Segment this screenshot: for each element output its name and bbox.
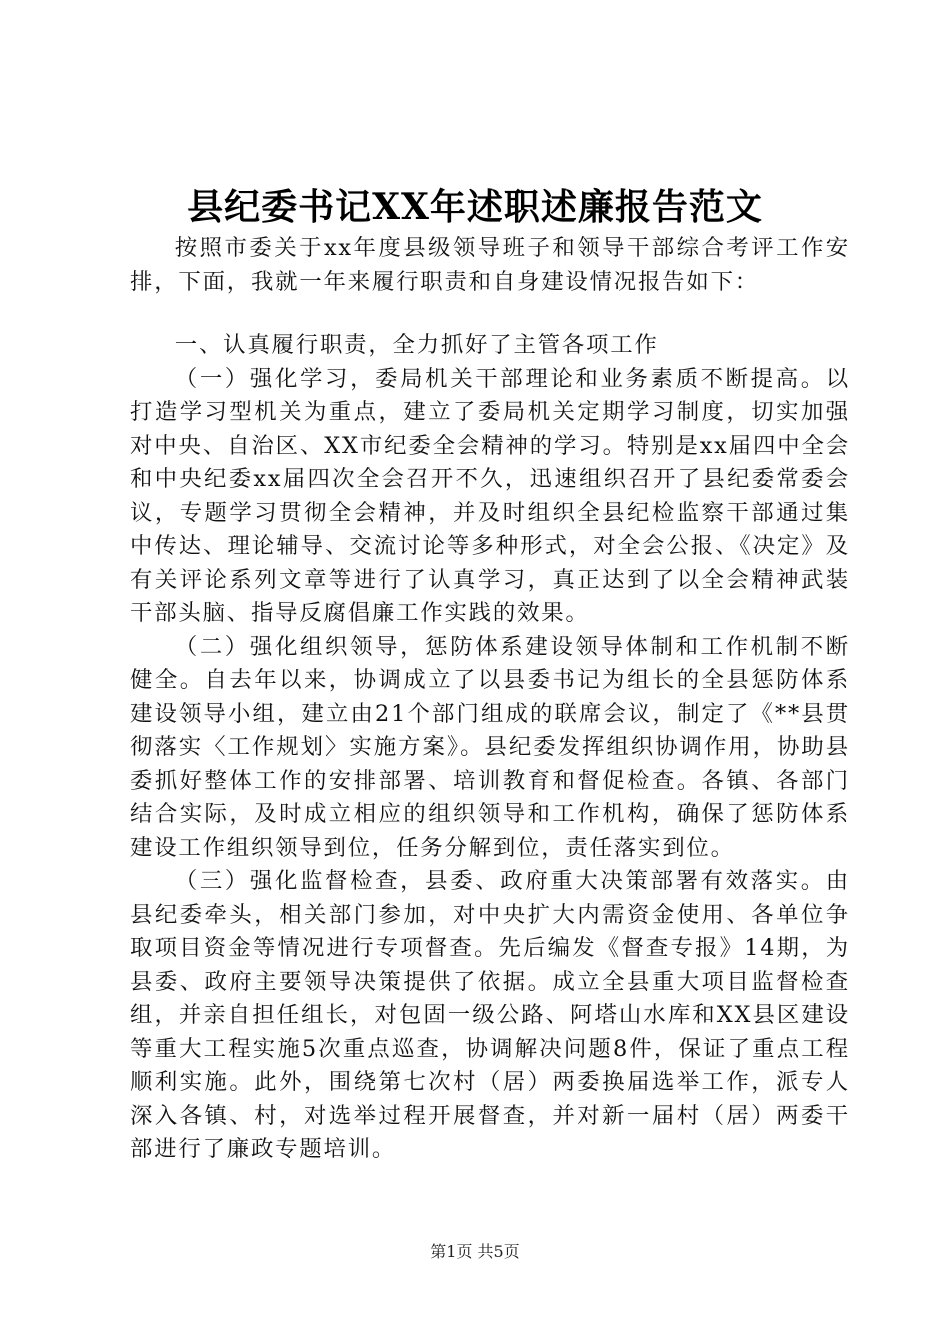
body-paragraph: （三）强化监督检查，县委、政府重大决策部署有效落实。由县纪委牵头，相关部门参加，对中央扩大内需资金使用、各单位争取项目资金等情况进行专项督查。先后编发《督查专报》14期，为县委、政府主要领导决策提供了依据。成立全县重大项目监督检查组，并亲自担任组长，对包固一级公路、阿塔山水库和XX县区建设等重大工程实施5次重点巡查，协调解决问题8件，保证了重点工程顺利实施。此外，围绕第七次村（居）两委换届选举工作，派专人深入各镇、村，对选举过程开展督查，并对新一届村（居）两委干部进行了廉政专题培训。 — [130, 868, 850, 1162]
page-number-footer: 第1页 共5页 — [430, 1242, 520, 1261]
body-paragraph: （一）强化学习，委局机关干部理论和业务素质不断提高。以打造学习型机关为重点，建立了委局机关定期学习制度，切实加强对中央、自治区、XX市纪委全会精神的学习。特别是xx届四中全会和中央纪委xx届四次全会召开不久，迅速组织召开了县纪委常委会议，专题学习贯彻全会精神，并及时组织全县纪检监察干部通过集中传达、理论辅导、交流讨论等多种形式，对全会公报、《决定》及有关评论系列文章等进行了认真学习，真正达到了以全会精神武装干部头脑、指导反腐倡廉工作实践的效果。 — [130, 365, 850, 626]
intro-paragraph: 按照市委关于xx年度县级领导班子和领导干部综合考评工作安排，下面，我就一年来履行职责和自身建设情况报告如下： — [130, 235, 850, 295]
document-body — [130, 232, 850, 1167]
document-title: 县纪委书记XX年述职述廉报告范文 — [187, 186, 763, 228]
section-heading: 一、认真履行职责，全力抓好了主管各项工作 — [174, 332, 659, 358]
body-paragraph: （二）强化组织领导，惩防体系建设领导体制和工作机制不断健全。自去年以来，协调成立了以县委书记为组长的全县惩防体系建设领导小组，建立由21个部门组成的联席会议，制定了《**县贯彻落实〈工作规划〉实施方案》。县纪委发挥组织协调作用，协助县委抓好整体工作的安排部署、培训教育和督促检查。各镇、各部门结合实际，及时成立相应的组织领导和工作机构，确保了惩防体系建设工作组织领导到位，任务分解到位，责任落实到位。 — [130, 633, 850, 861]
